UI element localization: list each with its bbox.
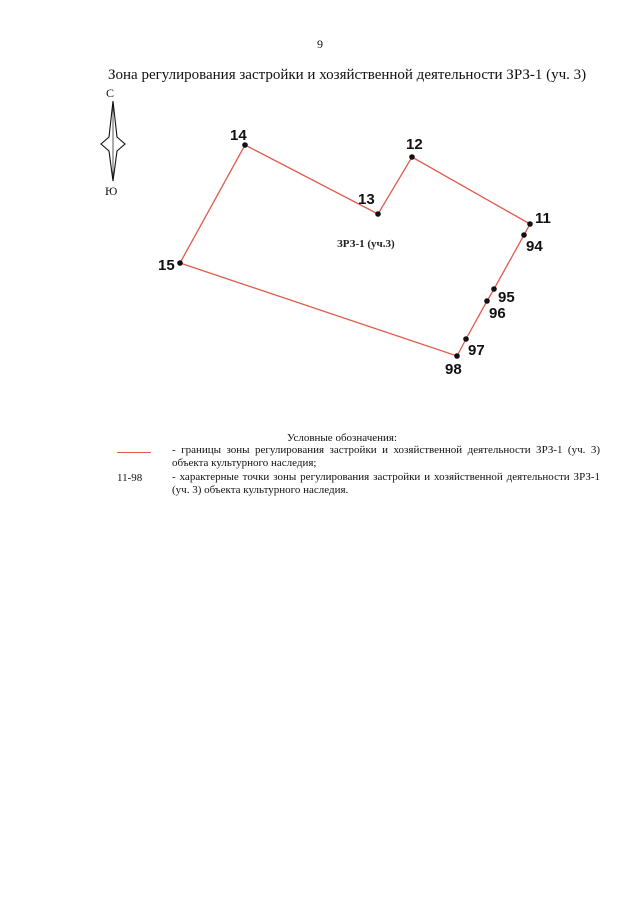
point-label: 14: [230, 127, 247, 144]
zone-label: ЗРЗ-1 (уч.3): [337, 238, 395, 250]
point-label: 13: [358, 191, 375, 208]
point-14: [230, 127, 248, 148]
compass-south-label: Ю: [105, 184, 118, 198]
legend-point-code: 11-98: [117, 472, 143, 484]
zone-boundary: [180, 145, 530, 356]
point-97: [463, 336, 484, 359]
point-98: [445, 353, 462, 378]
point-13: [358, 191, 381, 217]
legend-item-text: - характерные точки зоны регулирования застройки и хозяйственной деятельности ЗРЗ-1 (уч. 3) объекта культурного наследия.: [172, 471, 600, 496]
point-95: [491, 286, 514, 306]
page-title: Зона регулирования застройки и хозяйственной деятельности ЗРЗ-1 (уч. 3): [108, 67, 587, 83]
point-label: 95: [498, 289, 515, 306]
point-label: 96: [489, 305, 506, 322]
point-label: 97: [468, 342, 485, 359]
point-label: 11: [535, 210, 551, 227]
zone-map: [0, 0, 640, 420]
legend-line-symbol: [117, 452, 151, 453]
point-12: [406, 136, 423, 160]
point-11: [527, 210, 551, 227]
legend-item-text: - границы зоны регулирования застройки и хозяйственной деятельности ЗРЗ-1 (уч. 3) объекта культурного наследия;: [172, 444, 600, 469]
page-number: 9: [317, 37, 323, 51]
point-15: [158, 257, 183, 274]
point-label: 94: [526, 238, 543, 255]
point-label: 15: [158, 257, 175, 274]
point-label: 12: [406, 136, 423, 153]
point-label: 98: [445, 361, 462, 378]
legend-title: Условные обозначения:: [287, 432, 398, 444]
compass-north-label: С: [106, 86, 115, 100]
point-94: [521, 232, 543, 255]
